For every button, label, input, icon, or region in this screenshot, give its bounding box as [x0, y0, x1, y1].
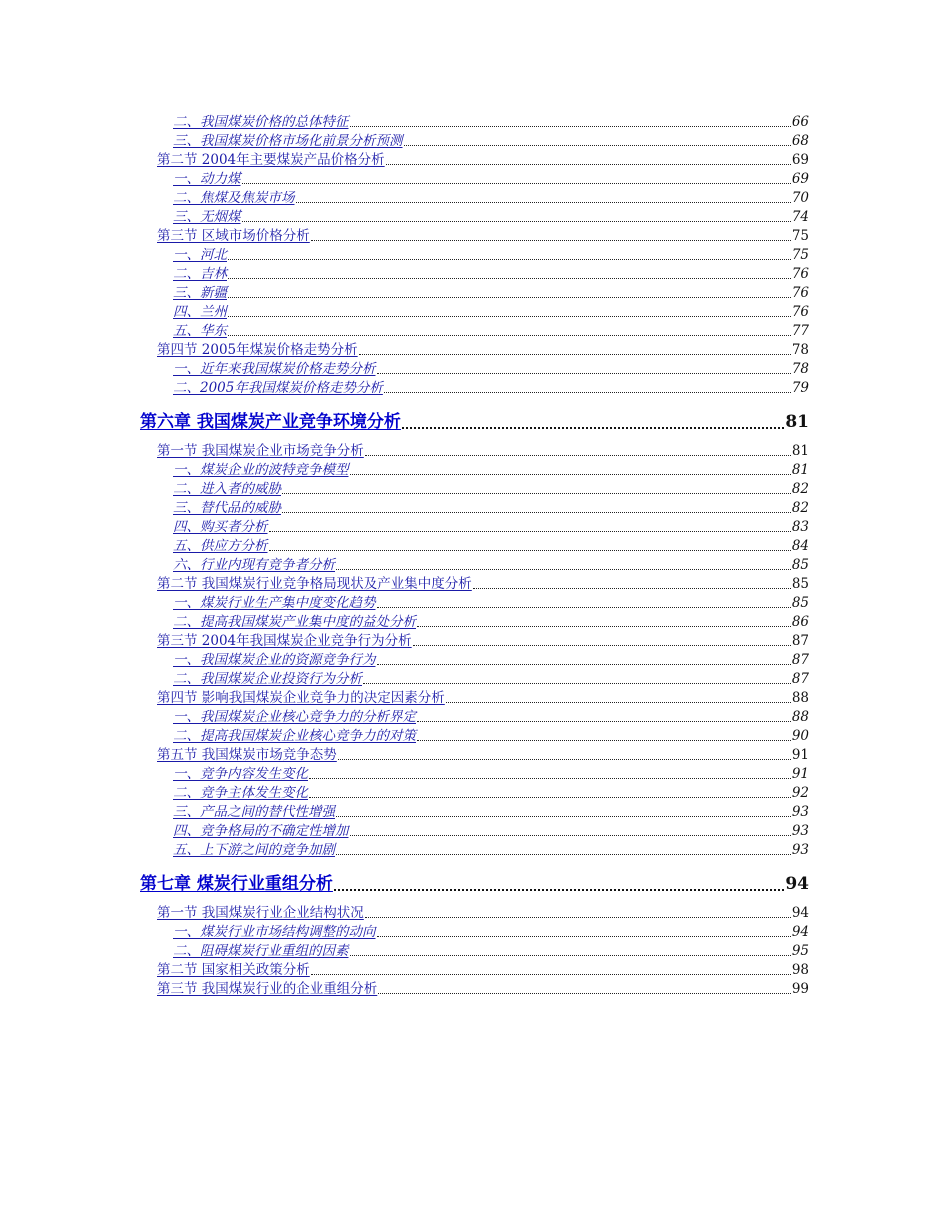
toc-section-row[interactable] [157, 341, 809, 359]
dot-leader [417, 740, 791, 741]
page-number: 77 [791, 323, 809, 339]
toc-entry-link[interactable]: 第二节 我国煤炭行业竞争格局现状及产业集中度分析 [157, 576, 472, 592]
toc-entry-link[interactable]: 第三节 我国煤炭行业的企业重组分析 [157, 981, 378, 997]
toc-entry-link[interactable]: 二、竞争主体发生变化 [173, 785, 308, 801]
toc-entry-link[interactable]: 三、新疆 [173, 285, 227, 301]
toc-entry-link[interactable]: 六、行业内现有竞争者分析 [173, 557, 335, 573]
toc-entry-link[interactable]: 第一节 我国煤炭企业市场竞争分析 [157, 443, 364, 459]
toc-entry-link[interactable]: 二、我国煤炭价格的总体特征 [173, 114, 349, 130]
page-number: 99 [791, 981, 809, 997]
page-number: 87 [791, 652, 809, 668]
page-number: 76 [791, 285, 809, 301]
dot-leader [402, 427, 784, 429]
toc-item-row[interactable] [173, 594, 809, 612]
toc-entry-link[interactable]: 二、吉林 [173, 266, 227, 282]
toc-entry-link[interactable]: 第六章 我国煤炭产业竞争环境分析 [140, 412, 401, 432]
dot-leader [377, 664, 791, 665]
toc-entry-link[interactable]: 二、焦煤及焦炭市场 [173, 190, 295, 206]
page-number: 83 [791, 519, 809, 535]
toc-item-row[interactable] [173, 727, 809, 745]
toc-entry-link[interactable]: 二、我国煤炭企业投资行为分析 [173, 671, 362, 687]
toc-section-row[interactable] [157, 746, 809, 764]
dot-leader [228, 278, 791, 279]
toc-entry-link[interactable]: 一、煤炭行业市场结构调整的动向 [173, 924, 376, 940]
page-number: 84 [791, 538, 809, 554]
toc-item-row[interactable] [173, 189, 809, 207]
page-number: 75 [791, 247, 809, 263]
toc-entry-link[interactable]: 四、兰州 [173, 304, 227, 320]
toc-entry-link[interactable]: 四、购买者分析 [173, 519, 268, 535]
toc-section-row[interactable] [157, 980, 809, 998]
toc-item-row[interactable] [173, 132, 809, 150]
page-number: 85 [791, 576, 809, 592]
toc-entry-link[interactable]: 第五节 我国煤炭市场竞争态势 [157, 747, 337, 763]
toc-item-row[interactable] [173, 303, 809, 321]
page-number: 93 [791, 823, 809, 839]
page-number: 93 [791, 842, 809, 858]
toc-entry-link[interactable]: 第二节 国家相关政策分析 [157, 962, 310, 978]
page-number: 85 [791, 557, 809, 573]
dot-leader [336, 854, 791, 855]
toc-section-row[interactable] [157, 575, 809, 593]
page-number: 87 [791, 633, 809, 649]
dot-leader [309, 778, 791, 779]
toc-entry-link[interactable]: 一、我国煤炭企业的资源竞争行为 [173, 652, 376, 668]
dot-leader [365, 455, 791, 456]
page-number: 94 [791, 924, 809, 940]
toc-section-row[interactable] [157, 151, 809, 169]
page-number: 81 [791, 462, 809, 478]
toc-section-row[interactable] [157, 632, 809, 650]
toc-entry-link[interactable]: 第三节 区域市场价格分析 [157, 228, 310, 244]
dot-leader [242, 221, 791, 222]
toc-item-row[interactable] [173, 461, 809, 479]
page-number: 93 [791, 804, 809, 820]
toc-item-row[interactable] [173, 360, 809, 378]
toc-item-row[interactable] [173, 284, 809, 302]
toc-entry-link[interactable]: 第二节 2004年主要煤炭产品价格分析 [157, 152, 385, 168]
toc-item-row[interactable] [173, 923, 809, 941]
page-number: 88 [791, 709, 809, 725]
toc-item-row[interactable] [173, 784, 809, 802]
page-number: 70 [791, 190, 809, 206]
toc-entry-link[interactable]: 一、竞争内容发生变化 [173, 766, 308, 782]
page-number: 76 [791, 304, 809, 320]
toc-entry-link[interactable]: 三、无烟煤 [173, 209, 241, 225]
toc-item-row[interactable] [173, 322, 809, 340]
page-number: 85 [791, 595, 809, 611]
page-number: 90 [791, 728, 809, 744]
toc-section-row[interactable] [157, 227, 809, 245]
toc-item-row[interactable] [173, 246, 809, 264]
toc-entry-link[interactable]: 第三节 2004年我国煤炭企业竞争行为分析 [157, 633, 412, 649]
toc-item-row[interactable] [173, 556, 809, 574]
dot-leader [384, 392, 791, 393]
page-number: 66 [791, 114, 809, 130]
toc-entry-link[interactable]: 一、煤炭企业的波特竞争模型 [173, 462, 349, 478]
dot-leader [338, 759, 791, 760]
page-number: 79 [791, 380, 809, 396]
dot-leader [350, 126, 791, 127]
toc-entry-link[interactable]: 第四节 2005年煤炭价格走势分析 [157, 342, 358, 358]
dot-leader [269, 550, 791, 551]
dot-leader [404, 145, 791, 146]
dot-leader [359, 354, 791, 355]
toc-section-row[interactable] [157, 689, 809, 707]
page-number: 74 [791, 209, 809, 225]
toc-item-row[interactable] [173, 670, 809, 688]
dot-leader [282, 512, 791, 513]
toc-entry-link[interactable]: 三、替代品的威胁 [173, 500, 281, 516]
toc-section-row[interactable] [157, 961, 809, 979]
toc-entry-link[interactable]: 五、华东 [173, 323, 227, 339]
dot-leader [377, 936, 791, 937]
toc-entry-link[interactable]: 二、提高我国煤炭产业集中度的益处分析 [173, 614, 416, 630]
toc-item-row[interactable] [173, 613, 809, 631]
toc-entry-link[interactable]: 第四节 影响我国煤炭企业竞争力的决定因素分析 [157, 690, 445, 706]
toc-entry-link[interactable]: 三、产品之间的替代性增强 [173, 804, 335, 820]
dot-leader [336, 816, 791, 817]
toc-entry-link[interactable]: 一、动力煤 [173, 171, 241, 187]
toc-item-row[interactable] [173, 113, 809, 131]
dot-leader [365, 917, 791, 918]
page-number: 75 [791, 228, 809, 244]
toc-item-row[interactable] [173, 803, 809, 821]
dot-leader [350, 474, 791, 475]
toc-entry-link[interactable]: 三、我国煤炭价格市场化前景分析预测 [173, 133, 403, 149]
dot-leader [228, 316, 791, 317]
page-number: 69 [791, 152, 809, 168]
toc-section-row[interactable] [157, 904, 809, 922]
page-number: 86 [791, 614, 809, 630]
dot-leader [282, 493, 791, 494]
dot-leader [311, 240, 791, 241]
toc-chapter-row[interactable] [140, 872, 809, 896]
toc-entry-link[interactable]: 四、竞争格局的不确定性增加 [173, 823, 349, 839]
toc-entry-link[interactable]: 一、煤炭行业生产集中度变化趋势 [173, 595, 376, 611]
dot-leader [386, 164, 791, 165]
toc-chapter-row[interactable] [140, 410, 809, 434]
dot-leader [350, 955, 791, 956]
page-number: 91 [791, 747, 809, 763]
toc-item-row[interactable] [173, 841, 809, 859]
page-number: 94 [785, 874, 809, 894]
toc-item-row[interactable] [173, 822, 809, 840]
page-number: 82 [791, 481, 809, 497]
toc-entry-link[interactable]: 二、提高我国煤炭企业核心竞争力的对策 [173, 728, 416, 744]
dot-leader [473, 588, 791, 589]
page-number: 81 [785, 412, 809, 432]
page-number: 76 [791, 266, 809, 282]
dot-leader [228, 297, 791, 298]
dot-leader [336, 569, 791, 570]
toc-item-row[interactable] [173, 518, 809, 536]
dot-leader [363, 683, 791, 684]
toc-entry-link[interactable]: 一、近年来我国煤炭价格走势分析 [173, 361, 376, 377]
toc-entry-link[interactable]: 二、进入者的威胁 [173, 481, 281, 497]
page-number: 91 [791, 766, 809, 782]
page-number: 95 [791, 943, 809, 959]
dot-leader [228, 335, 791, 336]
page-number: 92 [791, 785, 809, 801]
page-number: 98 [791, 962, 809, 978]
page-number: 88 [791, 690, 809, 706]
toc-item-row[interactable] [173, 765, 809, 783]
toc-item-row[interactable] [173, 708, 809, 726]
dot-leader [242, 183, 791, 184]
toc-item-row[interactable] [173, 480, 809, 498]
toc-entry-link[interactable]: 五、供应方分析 [173, 538, 268, 554]
dot-leader [228, 259, 791, 260]
dot-leader [377, 373, 791, 374]
toc-item-row[interactable] [173, 942, 809, 960]
dot-leader [417, 721, 791, 722]
dot-leader [377, 607, 791, 608]
dot-leader [269, 531, 791, 532]
toc-item-row[interactable] [173, 208, 809, 226]
dot-leader [417, 626, 791, 627]
toc-entry-link[interactable]: 第一节 我国煤炭行业企业结构状况 [157, 905, 364, 921]
toc-entry-link[interactable]: 二、2005年我国煤炭价格走势分析 [173, 380, 383, 396]
toc-entry-link[interactable]: 二、阻碍煤炭行业重组的因素 [173, 943, 349, 959]
dot-leader [446, 702, 791, 703]
dot-leader [296, 202, 791, 203]
toc-entry-link[interactable]: 一、河北 [173, 247, 227, 263]
toc-item-row[interactable] [173, 379, 809, 397]
toc-entry-link[interactable]: 五、上下游之间的竞争加剧 [173, 842, 335, 858]
dot-leader [413, 645, 791, 646]
toc-entry-link[interactable]: 第七章 煤炭行业重组分析 [140, 874, 333, 894]
dot-leader [350, 835, 791, 836]
dot-leader [311, 974, 791, 975]
toc-item-row[interactable] [173, 651, 809, 669]
page-number: 69 [791, 171, 809, 187]
dot-leader [378, 993, 791, 994]
page-number: 87 [791, 671, 809, 687]
toc-item-row[interactable] [173, 170, 809, 188]
page-number: 82 [791, 500, 809, 516]
dot-leader [334, 889, 784, 891]
toc-section-row[interactable] [157, 442, 809, 460]
toc-item-row[interactable] [173, 499, 809, 517]
toc-entry-link[interactable]: 一、我国煤炭企业核心竞争力的分析界定 [173, 709, 416, 725]
dot-leader [309, 797, 791, 798]
page-number: 78 [791, 361, 809, 377]
toc-item-row[interactable] [173, 265, 809, 283]
page-number: 68 [791, 133, 809, 149]
page-number: 78 [791, 342, 809, 358]
page-number: 81 [791, 443, 809, 459]
page-number: 94 [791, 905, 809, 921]
toc-item-row[interactable] [173, 537, 809, 555]
